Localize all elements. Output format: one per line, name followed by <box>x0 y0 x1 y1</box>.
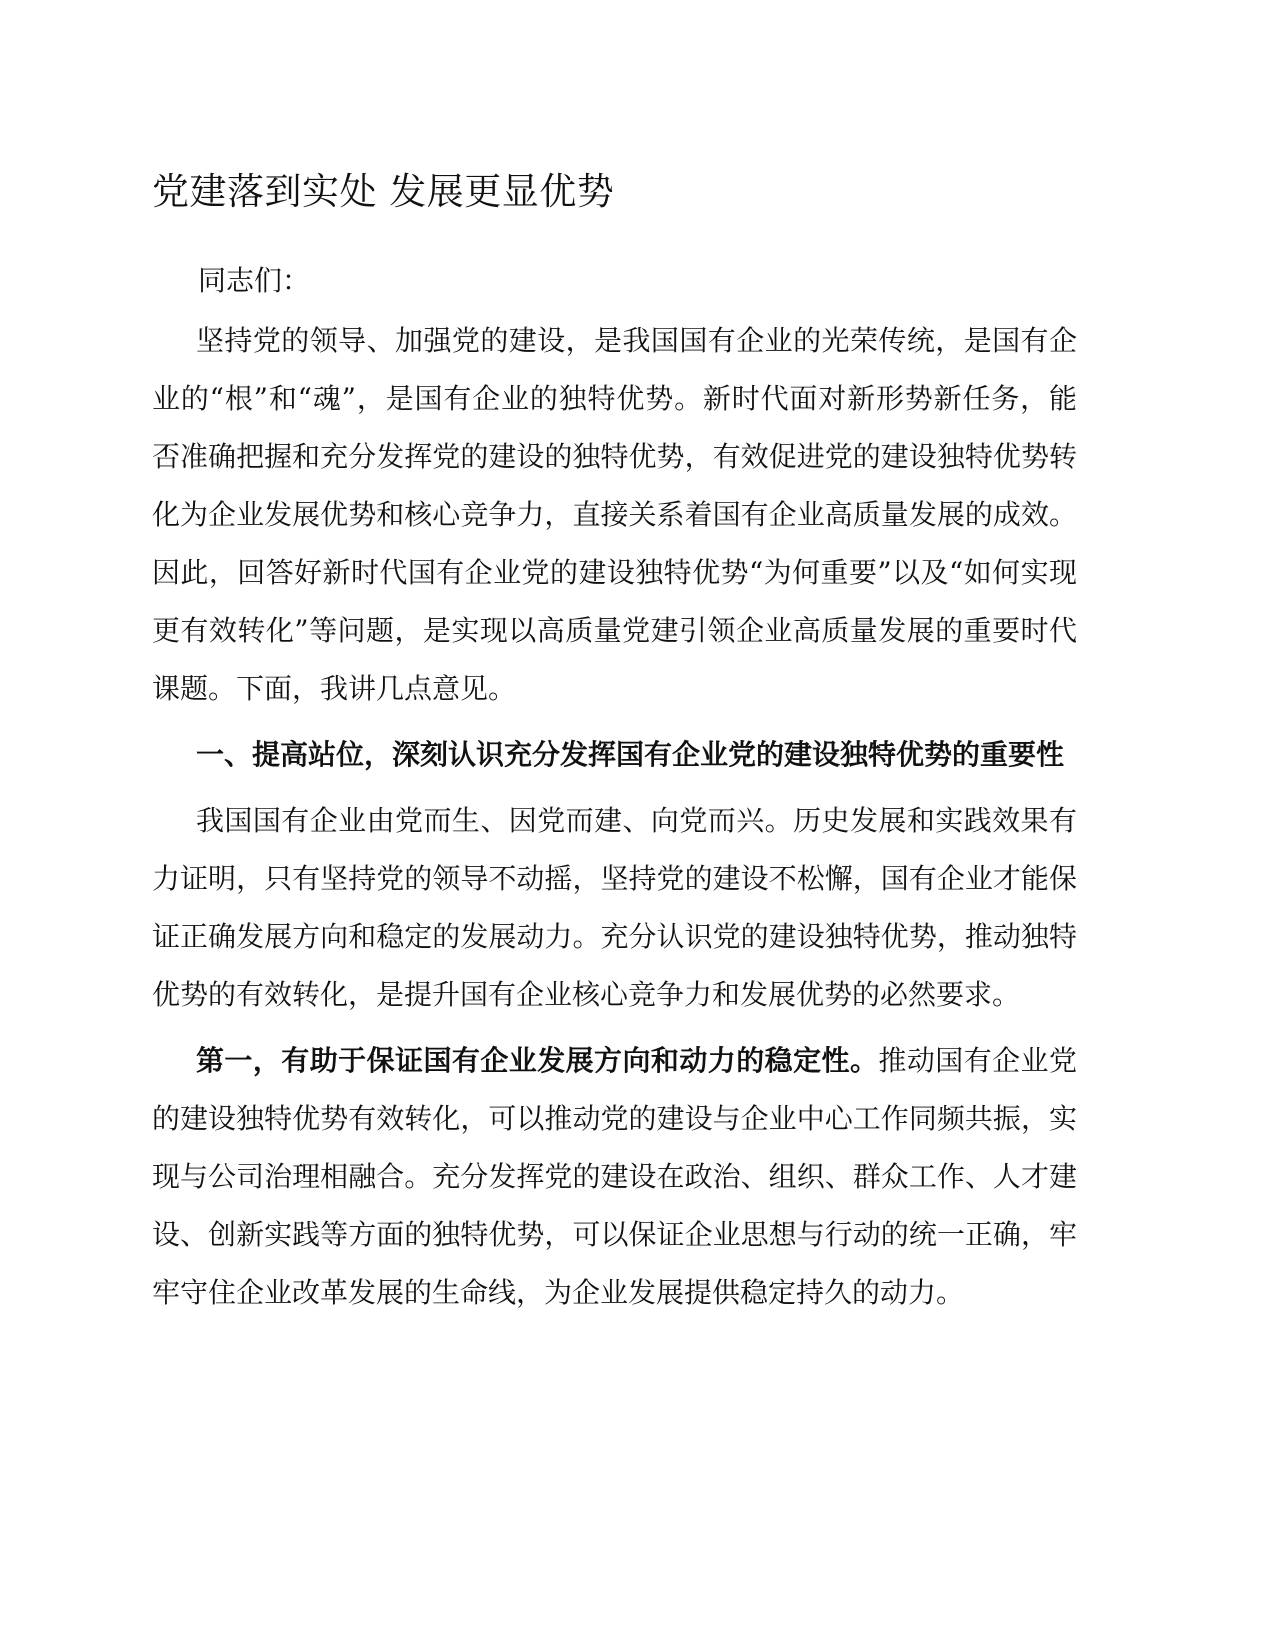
salutation: 同志们： <box>198 264 311 297</box>
intro-paragraph: 坚持党的领导、加强党的建设，是我国国有企业的光荣传统，是国有企业的“根”和“魂”，是国有企业的独特优势。新时代面对新形势新任务，能否准确把握和充分发挥党的建设的独特优势，有效促进党的建设独特优势转化为企业发展优势和核心竞争力，直接关系着国有企业高质量发展的成效。因此，回答好新时代国有企业党的建设独特优势“为何重要”以及“如何实现更有效转化”等问题，是实现以高质量党建引领企业高质量发展的重要时代课题。下面，我讲几点意见。 <box>152 324 1077 705</box>
section-1-heading: 一、提高站位，深刻认识充分发挥国有企业党的建设独特优势的重要性 <box>196 738 1065 771</box>
point-1-body: 推动国有企业党的建设独特优势有效转化，可以推动党的建设与企业中心工作同频共振，实现与公司治理相融合。充分发挥党的建设在政治、组织、群众工作、人才建设、创新实践等方面的独特优势，可以保证企业思想与行动的统一正确，牢牢守住企业改革发展的生命线，为企业发展提供稳定持久的动力。 <box>152 1044 1077 1309</box>
point-1-paragraph <box>152 1032 1077 1322</box>
section-1-paragraph: 我国国有企业由党而生、因党而建、向党而兴。历史发展和实践效果有力证明，只有坚持党的领导不动摇，坚持党的建设不松懈，国有企业才能保证正确发展方向和稳定的发展动力。充分认识党的建设独特优势，推动独特优势的有效转化，是提升国有企业核心竞争力和发展优势的必然要求。 <box>152 804 1077 1011</box>
document-title: 党建落到实处 发展更显优势 <box>152 170 615 213</box>
point-1-lead: 第一，有助于保证国有企业发展方向和动力的稳定性。 <box>196 1044 879 1077</box>
document-page <box>152 170 1077 1330</box>
